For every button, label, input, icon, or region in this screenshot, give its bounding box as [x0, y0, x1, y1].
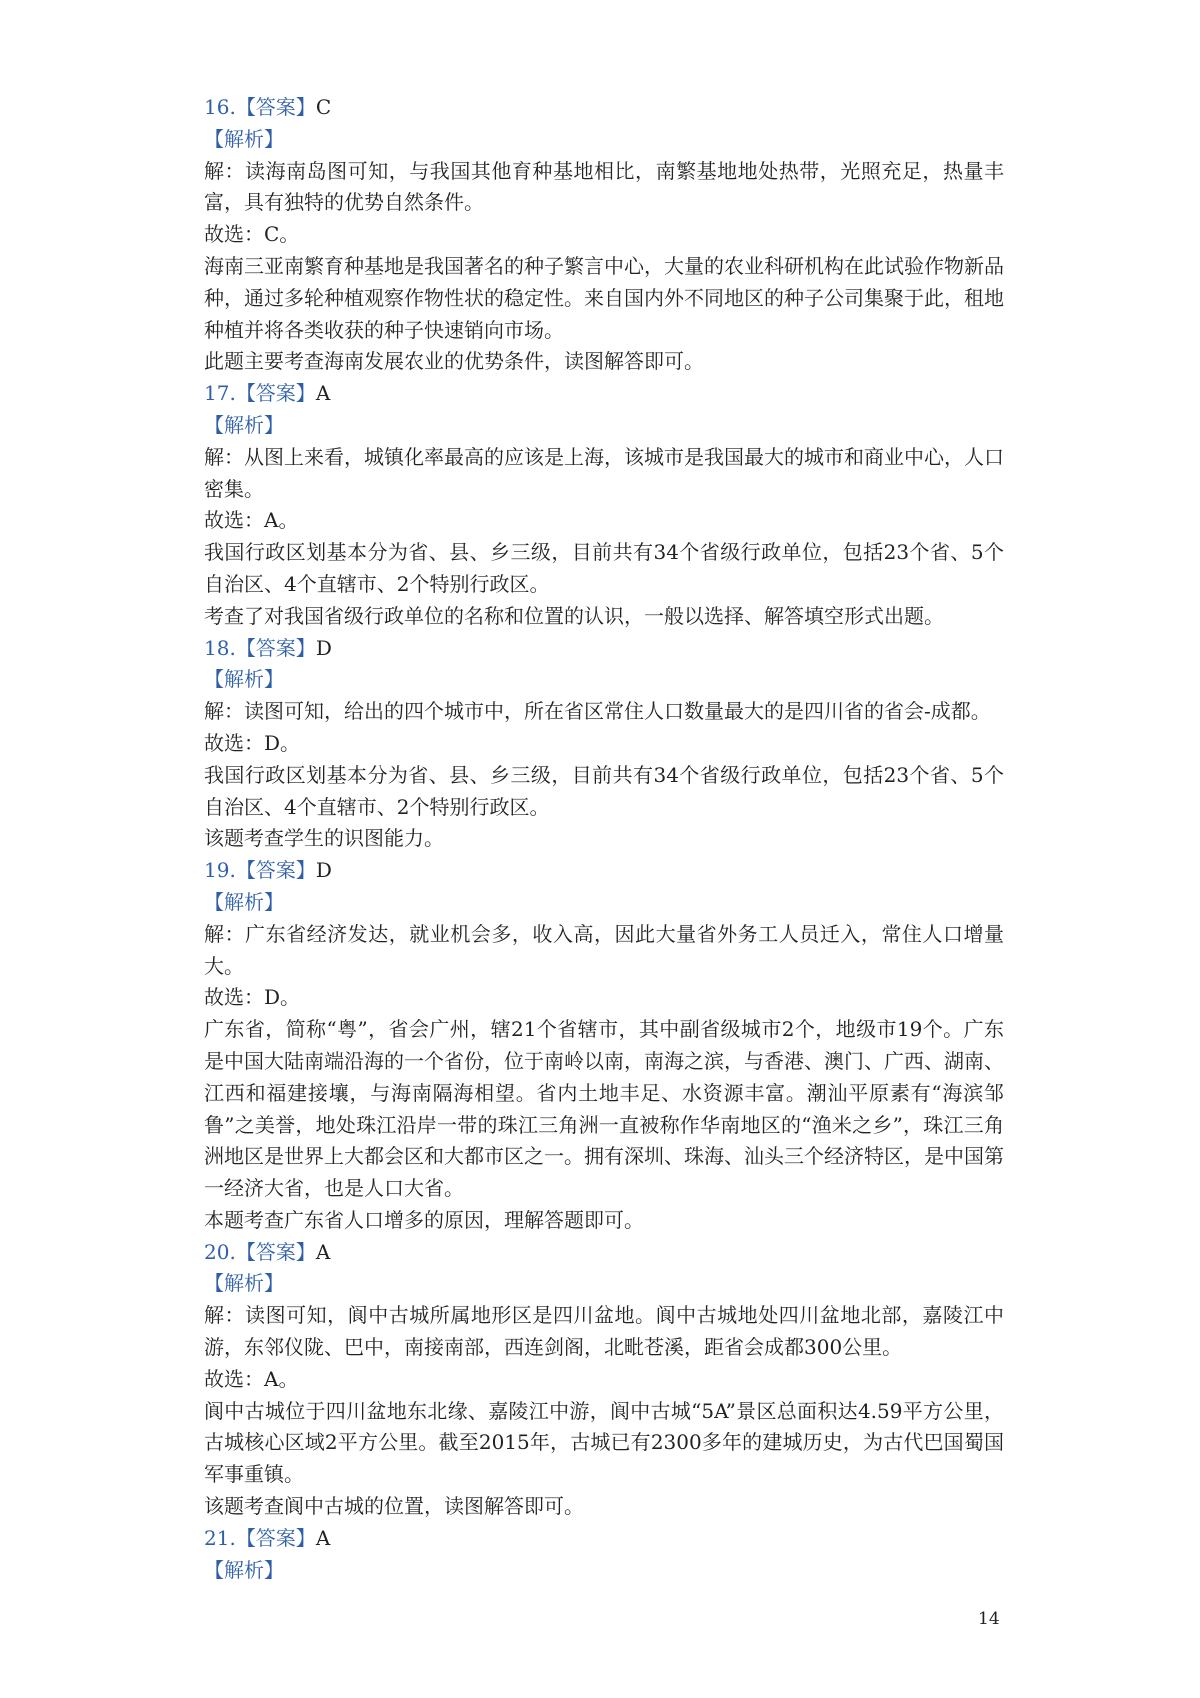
answer-tag: 【答案】 [235, 95, 316, 119]
answer-line [204, 633, 1004, 665]
analysis-tag: 【解析】 [204, 412, 284, 437]
question-number: 17. [204, 381, 236, 406]
paragraph: 考查了对我国省级行政单位的名称和位置的认识，一般以选择、解答填空形式出题。 [204, 603, 944, 628]
paragraph: 故选：A。 [204, 1366, 299, 1391]
answer-line [204, 378, 1004, 410]
question-number: 19. [204, 858, 236, 883]
answer-line [204, 92, 1004, 124]
paragraph: 广东省，简称“粤”，省会广州，辖21个省辖市，其中副省级城市2个，地级市19个。广东是中国大陆南端沿海的一个省份，位于南岭以南，南海之滨，与香港、澳门、广西、湖南、江西和福建接壤，与海南隔海相望。省内土地丰足、水资源丰富。潮汕平原素有“海滨邹鲁”之美誉，地处珠江沿岸一带的珠江三角洲一直被称作华南地区的“渔米之乡”，珠江三角洲地区是世界上大都会区和大都市区之一。拥有深圳、珠海、汕头三个经济特区，是中国第一经济大省，也是人口大省。 [204, 1017, 1004, 1201]
analysis-tag: 【解析】 [204, 1557, 284, 1582]
answer-value: A [315, 381, 331, 406]
answer-value: D [315, 635, 332, 660]
question-number: 18. [204, 635, 236, 660]
paragraph: 解：读图可知，给出的四个城市中，所在省区常住人口数量最大的是四川省的省会-成都。 [204, 699, 991, 724]
answer-tag: 【答案】 [235, 635, 316, 660]
analysis-tag: 【解析】 [204, 126, 284, 151]
answer-tag: 【答案】 [235, 1239, 316, 1264]
question-number: 20. [204, 1239, 236, 1264]
analysis-tag: 【解析】 [204, 667, 284, 692]
paragraph: 本题考查广东省人口增多的原因，理解答题即可。 [204, 1207, 644, 1232]
answer-line [204, 855, 1004, 887]
paragraph: 解：读图可知，阆中古城所属地形区是四川盆地。阆中古城地处四川盆地北部，嘉陵江中游，东邻仪陇、巴中，南接南部，西连剑阁，北毗苍溪，距省会成都300公里。 [204, 1303, 1004, 1360]
paragraph: 此题主要考查海南发展农业的优势条件，读图解答即可。 [204, 349, 704, 374]
answer-tag: 【答案】 [235, 858, 316, 883]
answer-value: A [315, 1525, 331, 1550]
paragraph: 故选：C。 [204, 222, 300, 247]
paragraph: 解：广东省经济发达，就业机会多，收入高，因此大量省外务工人员迁入，常住人口增量大。 [204, 921, 1004, 978]
paragraph: 阆中古城位于四川盆地东北缘、嘉陵江中游，阆中古城“5A”景区总面积达4.59平方公里，古城核心区域2平方公里。截至2015年，古城已有2300多年的建城历史，为古代巴国蜀国军事重镇。 [204, 1398, 1004, 1487]
paragraph: 该题考查学生的识图能力。 [204, 826, 444, 851]
paragraph: 故选：A。 [204, 508, 299, 533]
paragraph: 解：从图上来看，城镇化率最高的应该是上海，该城市是我国最大的城市和商业中心，人口密集。 [204, 444, 1004, 501]
paragraph: 该题考查阆中古城的位置，读图解答即可。 [204, 1494, 584, 1519]
answer-value: C [315, 95, 332, 119]
question-number: 21. [204, 1525, 236, 1550]
answer-value: D [315, 858, 332, 883]
answer-line [204, 1237, 1004, 1269]
page-number: 14 [978, 1609, 1000, 1629]
analysis-tag: 【解析】 [204, 889, 284, 914]
paragraph: 故选：D。 [204, 730, 301, 755]
answer-tag: 【答案】 [235, 1525, 316, 1550]
answer-value: A [315, 1239, 331, 1264]
question-number: 16. [204, 95, 236, 119]
answer-line [204, 1523, 1004, 1555]
paragraph: 解：读海南岛图可知，与我国其他育种基地相比，南繁基地地处热带，光照充足，热量丰富，具有独特的优势自然条件。 [204, 158, 1004, 215]
analysis-tag: 【解析】 [204, 1271, 284, 1296]
paragraph: 故选：D。 [204, 985, 301, 1010]
answer-content [204, 92, 1004, 1586]
paragraph: 海南三亚南繁育种基地是我国著名的种子繁言中心，大量的农业科研机构在此试验作物新品种，通过多轮种植观察作物性状的稳定性。来自国内外不同地区的种子公司集聚于此，租地种植并将各类收获的种子快速销向市场。 [204, 253, 1004, 342]
paragraph: 我国行政区划基本分为省、县、乡三级，目前共有34个省级行政单位，包括23个省、5个自治区、4个直辖市、2个特别行政区。 [204, 762, 1004, 819]
paragraph: 我国行政区划基本分为省、县、乡三级，目前共有34个省级行政单位，包括23个省、5个自治区、4个直辖市、2个特别行政区。 [204, 540, 1004, 596]
answer-tag: 【答案】 [235, 381, 316, 406]
